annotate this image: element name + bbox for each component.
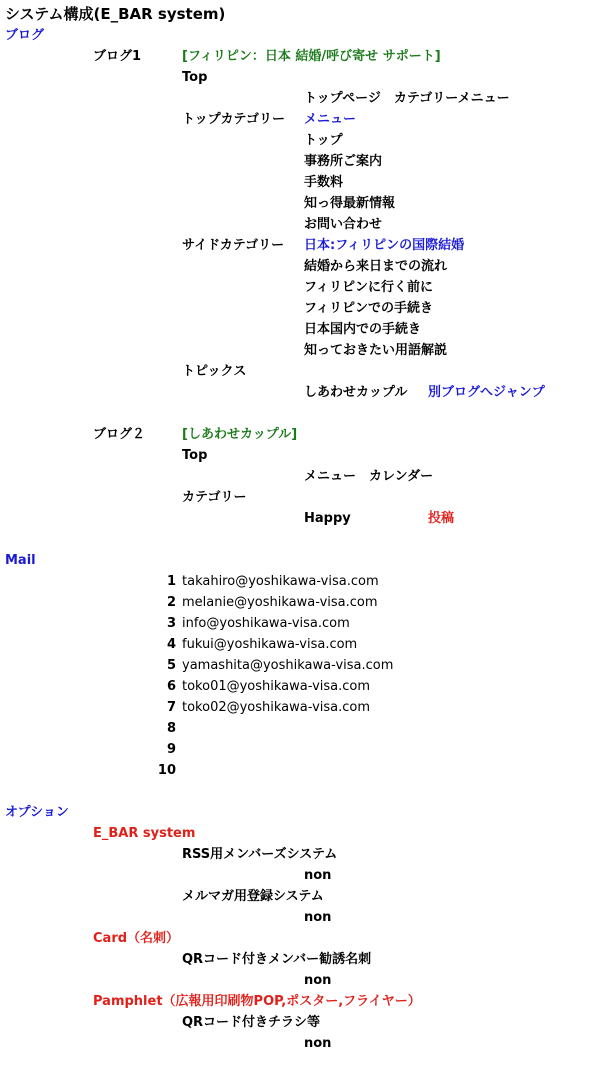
- mail-number: 6: [166, 679, 176, 694]
- mail-number: 10: [157, 763, 176, 778]
- mail-address: yamashita@yoshikawa-visa.com: [182, 658, 394, 673]
- blog1-side-category-item: 日本国内での手続き: [304, 322, 422, 337]
- option-card-item: QRコード付きメンバー勧誘名刺: [182, 952, 372, 967]
- option-pamphlet-value: non: [304, 1036, 332, 1051]
- blog1-top-category-item: 手数料: [304, 175, 344, 190]
- blog2-label: ブログ２: [93, 427, 146, 442]
- blog1-top-category-item: お問い合わせ: [304, 217, 383, 232]
- blog1-top-category-label: トップカテゴリー: [182, 112, 285, 127]
- blog1-side-category-item: 知っておきたい用語解説: [304, 343, 448, 358]
- blog1-top-category-item: トップ: [304, 133, 343, 148]
- mail-address: toko02@yoshikawa-visa.com: [182, 700, 371, 715]
- option-rss-system: RSS用メンバーズシステム: [182, 847, 338, 862]
- blog1-top-items: トップページ カテゴリーメニュー: [304, 91, 510, 106]
- mail-address: fukui@yoshikawa-visa.com: [182, 637, 358, 652]
- mail-number: 2: [166, 595, 176, 610]
- option-ebar-label: E_BAR system: [93, 826, 196, 841]
- blog1-jump-link[interactable]: 別ブログへジャンプ: [428, 385, 545, 400]
- option-mailmag-system: メルマガ用登録システム: [182, 889, 324, 904]
- blog1-side-category-item: フィリピンでの手続き: [304, 301, 433, 316]
- mail-number: 1: [166, 574, 176, 589]
- mail-address: melanie@yoshikawa-visa.com: [182, 595, 378, 610]
- blog2-category-item: Happy: [304, 511, 351, 526]
- blog1-label: ブログ1: [93, 49, 142, 64]
- mail-address: info@yoshikawa-visa.com: [182, 616, 350, 631]
- blog2-top-label: Top: [182, 448, 208, 463]
- blog1-side-category-item: フィリピンに行く前に: [304, 280, 433, 295]
- blog2-name: [しあわせカップル]: [182, 427, 298, 442]
- mail-number: 4: [166, 637, 176, 652]
- blog1-side-category-label: サイドカテゴリー: [182, 238, 285, 253]
- mail-address: takahiro@yoshikawa-visa.com: [182, 574, 379, 589]
- section-heading-blog: ブログ: [5, 28, 45, 43]
- blog2-category-label: カテゴリー: [182, 490, 247, 505]
- blog1-top-category-link[interactable]: メニュー: [304, 112, 357, 127]
- blog1-side-category-link[interactable]: 日本:フィリピンの国際結婚: [304, 238, 465, 253]
- blog2-top-items: メニュー カレンダー: [304, 469, 434, 484]
- option-rss-value: non: [304, 868, 332, 883]
- option-card-label: Card（名刺）: [93, 931, 180, 946]
- option-card-value: non: [304, 973, 332, 988]
- blog1-top-label: Top: [182, 70, 208, 85]
- section-heading-mail: Mail: [5, 553, 36, 568]
- blog1-top-category-item: 知っ得最新情報: [304, 196, 396, 211]
- option-pamphlet-label: Pamphlet（広報用印刷物POP,ポスター,フライヤー）: [93, 994, 421, 1009]
- mail-number: 3: [166, 616, 176, 631]
- blog1-top-category-item: 事務所ご案内: [304, 154, 383, 169]
- mail-number: 9: [166, 742, 176, 757]
- mail-address: toko01@yoshikawa-visa.com: [182, 679, 371, 694]
- option-mailmag-value: non: [304, 910, 332, 925]
- blog2-post-link[interactable]: 投稿: [428, 511, 455, 526]
- mail-number: 8: [166, 721, 176, 736]
- blog1-name: [フィリピン：日本 結婚/呼び寄せ サポート]: [182, 49, 441, 64]
- section-heading-options: オプション: [5, 805, 69, 820]
- mail-number: 5: [166, 658, 176, 673]
- blog1-topics-item: しあわせカップル: [304, 385, 408, 400]
- page-title: システム構成(E_BAR system): [5, 5, 226, 23]
- blog1-topics-label: トピックス: [182, 364, 247, 379]
- mail-number: 7: [166, 700, 176, 715]
- blog1-side-category-item: 結婚から来日までの流れ: [304, 259, 448, 274]
- option-pamphlet-item: QRコード付きチラシ等: [182, 1015, 321, 1030]
